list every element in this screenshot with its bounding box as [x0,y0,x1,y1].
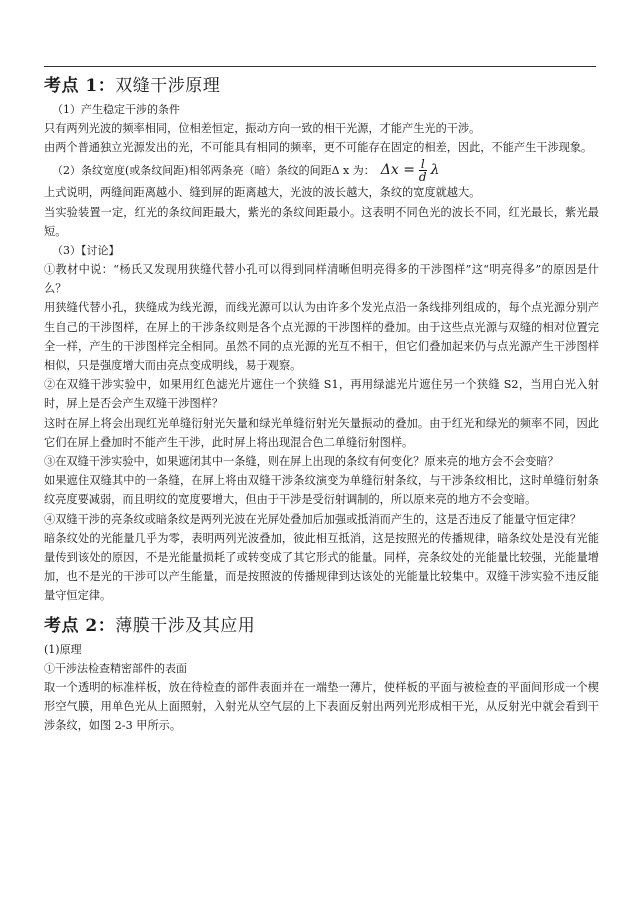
section-2-title: 薄膜干涉及其应用 [115,615,256,636]
fringe-spacing-formula [381,158,440,183]
s1-item2-para1: 上式说明，两缝间距离越小、缝到屏的距离越大，光波的波长越大，条纹的宽度就越大。 [44,186,481,200]
s1-item3-title: （3）【讨论】 [52,244,120,258]
section-1-heading [44,74,599,98]
discussion-q3: ③在双缝干涉实验中，如果遮闭其中一条缝，则在屏上出现的条纹有何变化？原来亮的地方会不会变暗？ [44,455,559,469]
s2-item1-title: (1)原理 [44,642,82,656]
s2-item1-para1: 取一个透明的标准样板，放在待检查的部件表面并在一端垫一薄片，使样板的平面与被检查的平面间形成一个楔形空气膜，用单色光从上面照射，入射光从空气层的上下表面反射出两列光形成相干光，从反射光中就会看到干涉条纹，如图 2-3 甲所示。 [44,680,599,733]
document-body [44,74,599,735]
s1-item2-title: （2）条纹宽度(或条纹间距)相邻两条亮（暗）条纹的间距Δ x 为： [52,163,375,177]
formula-numerator: l [420,156,425,171]
s1-item1-title: （1）产生稳定干涉的条件 [52,103,180,116]
header-rule [44,66,596,67]
formula-lhs: Δx = [380,162,415,179]
section-2-number: 考点 2： [44,615,116,636]
discussion-a1: 用狭缝代替小孔，狭缝成为线光源，而线光源可以认为由许多个发光点沿一条线排列组成的，每个点光源分别产生自己的干涉图样，在屏上的干涉条纹则是各个点光源的干涉图样的叠加。由于这些点光源与双缝的相对位置完全一样，产生的干涉图样完全相同。虽然不同的点光源的光互不相干，但它们叠加起来仍与点光源产生干涉图样相似，只是强度增大而由亮点变成明线，易于观察。 [44,301,599,373]
discussion-q4: ④双缝干涉的亮条纹或暗条纹是两列光波在光屏处叠加后加强或抵消而产生的，这是否违反了能量守恒定律？ [44,512,582,526]
discussion-a4: 暗条纹处的光能量几乎为零，表明两列光波叠加，彼此相互抵消，这是按照光的传播规律，暗条纹处是没有光能量传到该处的原因，不是光能量损耗了或转变成了其它形式的能量。同样，亮条纹处的光能量比较强，光能量增加，也不是光的干涉可以产生能量，而是按照波的传播规律到达该处的光能量比较集中。双缝干涉实验不违反能量守恒定律。 [44,531,599,603]
formula-denominator: d [418,169,427,184]
s2-item1-subtitle: ①干涉法检查精密部件的表面 [44,661,187,675]
discussion-a2: 这时在屏上将会出现红光单缝衍射光矢量和绿光单缝衍射光矢量振动的叠加。由于红光和绿光的频率不同，因此它们在屏上叠加时不能产生干涉，此时屏上将出现混合色二单缝衍射图样。 [44,416,599,449]
formula-rhs: λ [430,162,440,179]
s1-item2-title-line [44,157,599,183]
s1-item2-para2: 当实验装置一定，红光的条纹间距最大，紫光的条纹间距最小。这表明不同色光的波长不同，红光最长，紫光最短。 [44,205,599,238]
s1-item1-para1: 只有两列光波的频率相同，位相差恒定，振动方向一致的相干光源，才能产生光的干涉。 [44,122,481,135]
discussion-a3: 如果遮住双缝其中的一条缝，在屏上将由双缝干涉条纹演变为单缝衍射条纹，与干涉条纹相比，这时单缝衍射条纹亮度要减弱，而且明纹的宽度要增大，但由于干涉是受衍射调制的，所以原来亮的地方不会变暗。 [44,474,599,507]
discussion-q1: ①教材中说：“杨氏又发现用狭缝代替小孔可以得到同样清晰但明亮得多的干涉图样”这“明亮得多”的原因是什么？ [44,263,599,296]
formula-fraction [417,158,429,183]
discussion-q2: ②在双缝干涉实验中，如果用红色滤光片遮住一个狭缝 S1，再用绿滤光片遮住另一个狭缝 S2，当用白光入射时，屏上是否会产生双缝干涉图样？ [44,378,599,411]
section-1-title: 双缝干涉原理 [115,76,221,96]
s1-item1-para2: 由两个普通独立光源发出的光，不可能具有相同的频率，更不可能存在固定的相差，因此，不能产生干涉现象。 [44,141,593,155]
section-2-heading [44,614,599,638]
section-1-number: 考点 1： [44,76,116,96]
